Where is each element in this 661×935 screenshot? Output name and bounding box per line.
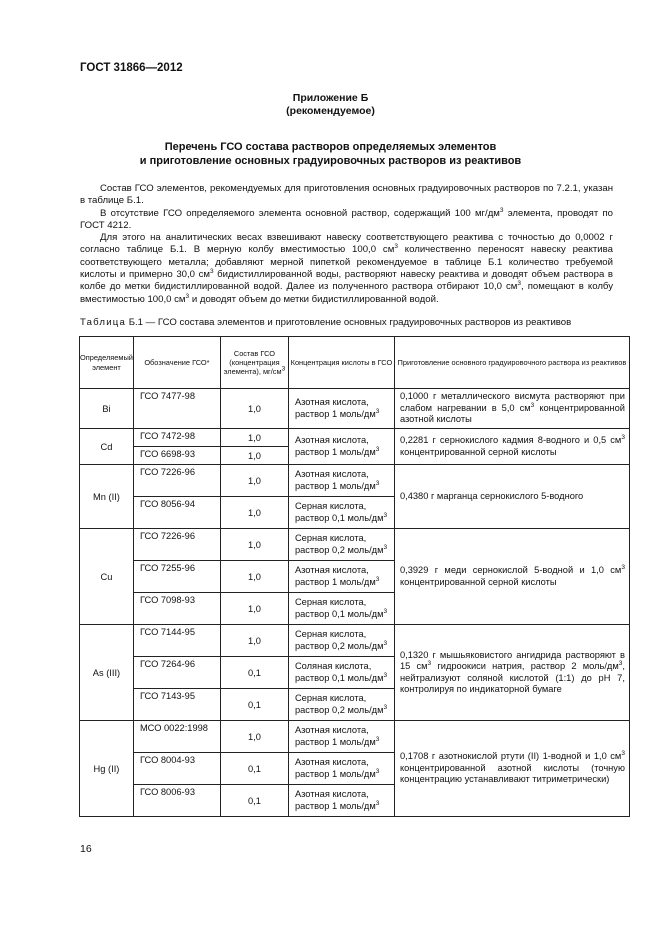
preparation-cell — [394, 721, 629, 817]
composition-cell: 0,1 — [220, 753, 288, 785]
composition-cell: 1,0 — [220, 561, 288, 593]
composition-cell: 1,0 — [220, 497, 288, 529]
preparation-cell — [394, 465, 629, 529]
composition-cell: 1,0 — [220, 721, 288, 753]
table-caption-label: Таблица — [80, 317, 127, 328]
gso-cell: ГСО 8056-94 — [133, 497, 220, 529]
composition-cell: 1,0 — [220, 429, 288, 447]
acid-cell — [288, 625, 394, 657]
table-row — [80, 429, 630, 447]
gso-cell: ГСО 7226-96 — [133, 529, 220, 561]
gso-cell: ГСО 7144-95 — [133, 625, 220, 657]
acid-cell — [288, 593, 394, 625]
acid-cell — [288, 497, 394, 529]
page-number: 16 — [80, 843, 92, 855]
composition-cell: 1,0 — [220, 447, 288, 465]
gso-cell: ГСО 8006-93 — [133, 785, 220, 817]
table-row — [80, 625, 630, 657]
table-row — [80, 465, 630, 497]
header-gso: Обозначение ГСО* — [133, 337, 220, 389]
gso-table — [79, 336, 630, 817]
composition-cell: 1,0 — [220, 593, 288, 625]
paragraph-1: Состав ГСО элементов, рекомендуемых для приготовления основных градуировочных растворов по 7.2.1, указан в таблице Б.1. — [80, 183, 613, 207]
body-text — [80, 183, 613, 306]
acid-text: Серная кислота, раствор 0,1 моль/$дм^3$ — [294, 501, 388, 523]
element-cell: Bi — [80, 389, 134, 429]
composition-cell: 1,0 — [220, 625, 288, 657]
table-body — [80, 389, 630, 817]
acid-text: Азотная кислота, раствор 1 моль/$дм^3$ — [294, 757, 380, 779]
composition-cell: 1,0 — [220, 389, 288, 429]
composition-cell: 0,1 — [220, 689, 288, 721]
annex-title-line1: Перечень ГСО состава растворов определяемых элементов — [164, 141, 497, 153]
paragraph-3: Для этого на аналитических весах взвешивают навеску соответствующего реактива с точностью до 0,0002 г согласно таблице Б.1. В мерную колбу вместимостью 100,0 $см^3$ количественно переносят навеску реактива соответствующего металла; добавляют мерной пипеткой рекомендуемое в таблице Б.1 количество требуемой кислоты и примерно 30,0 $см^3$ бидистиллированной воды, растворяют навеску реактива и доводят объем раствора в колбе до метки бидистиллированной водой. Далее из полученного раствора отбирают 10,0 $см^3$, помещают в колбу вместимостью 100,0 $см^3$ и доводят объем до метки бидистиллированной водой. — [80, 232, 613, 305]
acid-text: Азотная кислота, раствор 1 моль/$дм^3$ — [294, 565, 380, 587]
annex-label: Приложение Б — [292, 92, 369, 104]
gso-cell: ГСО 8004-93 — [133, 753, 220, 785]
preparation-text: 0,1000 г металлического висмута растворяют при слабом нагревании в 5,0 $см^3$ концентрированной азотной кислоты — [399, 391, 625, 425]
composition-cell: 0,1 — [220, 785, 288, 817]
annex-status: (рекомендуемое) — [286, 105, 375, 117]
acid-cell — [288, 753, 394, 785]
document-header: ГОСТ 31866—2012 — [80, 62, 183, 74]
gso-cell: ГСО 6698-93 — [133, 447, 220, 465]
header-composition: Состав ГСО (концентрация элемента), $мг/см^3$ — [220, 337, 288, 389]
table-header-row — [80, 337, 630, 389]
header-preparation: Приготовление основного градуировочного раствора из реактивов — [394, 337, 629, 389]
gso-cell: ГСО 7143-95 — [133, 689, 220, 721]
acid-text: Серная кислота, раствор 0,2 моль/$дм^3$ — [294, 629, 388, 651]
gso-cell: ГСО 7264-96 — [133, 657, 220, 689]
acid-cell — [288, 721, 394, 753]
acid-text: Азотная кислота, раствор 1 моль/$дм^3$ — [294, 435, 380, 457]
annex-title — [0, 140, 661, 168]
preparation-cell — [394, 529, 629, 625]
composition-cell: 1,0 — [220, 465, 288, 497]
table-caption — [80, 317, 571, 328]
preparation-cell — [394, 625, 629, 721]
preparation-text: 0,1708 г азотнокислой ртути (II) 1-водной и 1,0 $см^3$ концентрированной азотной кислоты (точную концентрацию устанавливают титриметрически) — [399, 750, 625, 785]
annex-heading — [0, 92, 661, 118]
composition-cell: 1,0 — [220, 529, 288, 561]
acid-text: Азотная кислота, раствор 1 моль/$дм^3$ — [294, 789, 380, 811]
table-caption-text: Б.1 — ГСО состава элементов и приготовление основных градуировочных растворов из реактивов — [128, 317, 572, 328]
preparation-cell — [394, 389, 629, 429]
element-cell: Cu — [80, 529, 134, 625]
preparation-text: 0,1320 г мышьяковистого ангидрида растворяют в 15 $см^3$ гидроокиси натрия, раствор 2 моль/$дм^3$, нейтрализуют соляной кислотой (1:1) до pH 7, контролируя по индикаторной бумаге — [399, 649, 625, 694]
acid-text: Азотная кислота, раствор 1 моль/$дм^3$ — [294, 397, 380, 419]
gso-cell: ГСО 7226-96 — [133, 465, 220, 497]
composition-cell: 0,1 — [220, 657, 288, 689]
element-cell: Cd — [80, 429, 134, 465]
acid-text: Серная кислота, раствор 0,1 моль/$дм^3$ — [294, 597, 388, 619]
preparation-text: 0,4380 г марганца сернокислого 5-водного — [399, 490, 584, 501]
acid-cell — [288, 389, 394, 429]
gso-cell: ГСО 7477-98 — [133, 389, 220, 429]
table-row — [80, 529, 630, 561]
gso-cell: ГСО 7098-93 — [133, 593, 220, 625]
acid-text: Серная кислота, раствор 0,2 моль/$дм^3$ — [294, 693, 388, 715]
gso-cell: МСО 0022:1998 — [133, 721, 220, 753]
acid-cell — [288, 465, 394, 497]
acid-text: Соляная кислота, раствор 0,1 моль/$дм^3$ — [294, 661, 388, 683]
acid-cell — [288, 429, 394, 465]
acid-text: Серная кислота, раствор 0,2 моль/$дм^3$ — [294, 533, 388, 555]
acid-cell — [288, 657, 394, 689]
acid-text: Азотная кислота, раствор 1 моль/$дм^3$ — [294, 469, 380, 491]
acid-cell — [288, 785, 394, 817]
acid-cell — [288, 561, 394, 593]
acid-cell — [288, 689, 394, 721]
table-row — [80, 721, 630, 753]
gso-cell: ГСО 7255-96 — [133, 561, 220, 593]
acid-text: Азотная кислота, раствор 1 моль/$дм^3$ — [294, 725, 380, 747]
element-cell: Hg (II) — [80, 721, 134, 817]
table-row — [80, 389, 630, 429]
header-element: Определяемый элемент — [80, 337, 134, 389]
preparation-text: 0,3929 г меди сернокислой 5-водной и 1,0 $см^3$ концентрированной серной кислоты — [399, 563, 625, 587]
preparation-cell — [394, 429, 629, 465]
paragraph-2: В отсутствие ГСО определяемого элемента основной раствор, содержащий 100 $мг/дм^3$ элемента, проводят по ГОСТ 4212. — [80, 206, 613, 231]
gso-cell: ГСО 7472-98 — [133, 429, 220, 447]
acid-cell — [288, 529, 394, 561]
element-cell: As (III) — [80, 625, 134, 721]
annex-title-line2: и приготовление основных градуировочных растворов из реактивов — [139, 155, 522, 167]
header-acid: Концентрация кислоты в ГСО — [288, 337, 394, 389]
preparation-text: 0,2281 г сернокислого кадмия 8-водного и 0,5 $см^3$ концентрированной серной кислоты — [399, 433, 625, 457]
element-cell: Mn (II) — [80, 465, 134, 529]
